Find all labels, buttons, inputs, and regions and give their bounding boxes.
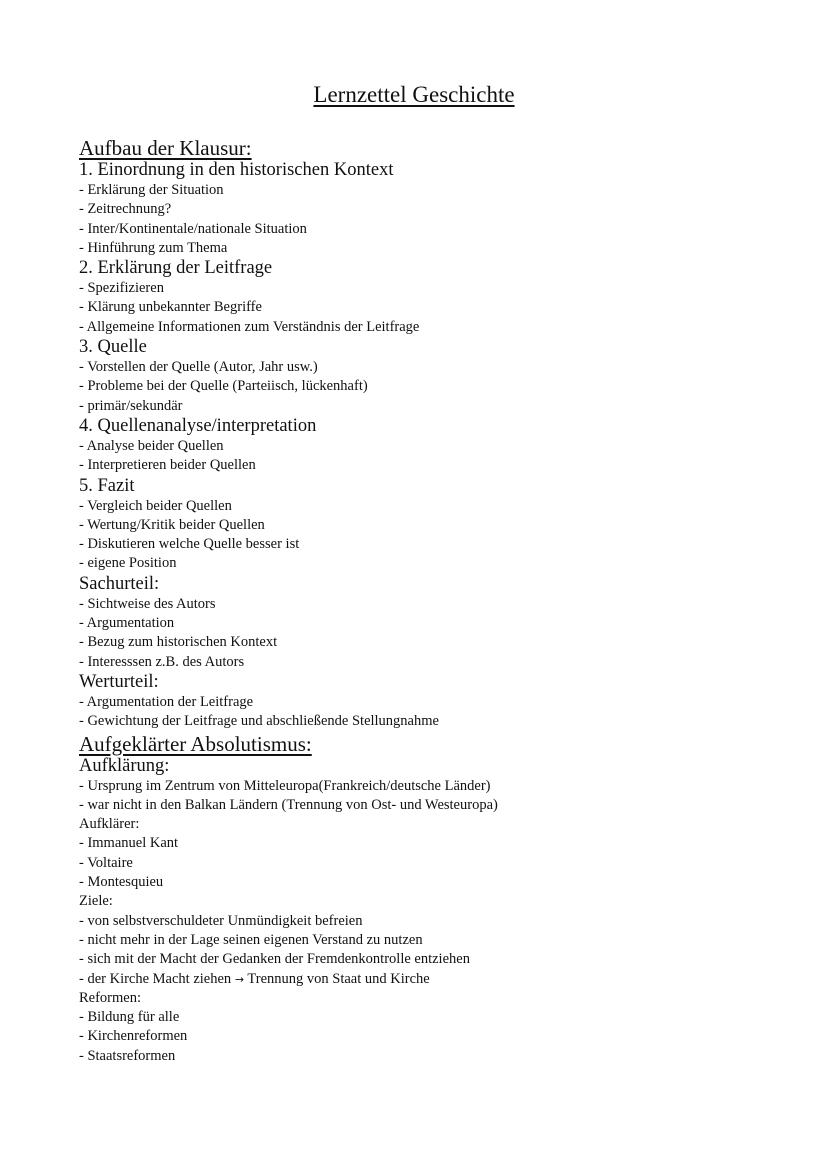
- list-item: - primär/sekundär: [79, 397, 183, 414]
- list-item: - Gewichtung der Leitfrage und abschließende Stellungnahme: [79, 713, 439, 730]
- document-title: Lernzettel Geschichte: [313, 82, 515, 107]
- label-aufklaerer: Aufklärer:: [79, 816, 140, 833]
- subheading-aufklaerung: Aufklärung:: [79, 755, 170, 776]
- list-item: - Wertung/Kritik beider Quellen: [79, 516, 265, 533]
- list-item: - Montesquieu: [79, 874, 164, 891]
- list-item: - von selbstverschuldeter Unmündigkeit befreien: [79, 912, 363, 929]
- subheading-sachurteil: Sachurteil:: [79, 573, 160, 594]
- list-item: - Bezug zum historischen Kontext: [79, 634, 278, 651]
- arrow-right-icon: →: [234, 972, 245, 986]
- list-item: - nicht mehr in der Lage seinen eigenen Verstand zu nutzen: [79, 931, 423, 948]
- list-item: - Argumentation der Leitfrage: [79, 693, 254, 710]
- list-item: - Immanuel Kant: [79, 835, 179, 852]
- list-item: - Sichtweise des Autors: [79, 595, 216, 612]
- list-item: - Hinführung zum Thema: [79, 239, 228, 256]
- list-item: - sich mit der Macht der Gedanken der Fremdenkontrolle entziehen: [79, 951, 470, 968]
- list-item-text: Trennung von Staat und Kirche: [244, 970, 430, 987]
- list-item: - Diskutieren welche Quelle besser ist: [79, 536, 300, 553]
- section-heading-aufbau: Aufbau der Klausur:: [79, 136, 252, 160]
- list-item: - Zeitrechnung?: [79, 201, 172, 218]
- subheading-fazit: 5. Fazit: [79, 475, 135, 496]
- list-item: - eigene Position: [79, 555, 177, 572]
- list-item: - Interpretieren beider Quellen: [79, 457, 256, 474]
- list-item: - Allgemeine Informationen zum Verständnis der Leitfrage: [79, 318, 420, 335]
- list-item: - Ursprung im Zentrum von Mitteleuropa(Frankreich/deutsche Länder): [79, 777, 491, 794]
- list-item: [79, 970, 779, 989]
- list-item: - Bildung für alle: [79, 1009, 180, 1026]
- list-item: - Analyse beider Quellen: [79, 437, 224, 454]
- list-item: - Voltaire: [79, 854, 133, 871]
- list-item: - Inter/Kontinentale/nationale Situation: [79, 220, 307, 237]
- subheading-quelle: 3. Quelle: [79, 337, 147, 358]
- list-item: - Erklärung der Situation: [79, 182, 224, 198]
- subheading-leitfrage: 2. Erklärung der Leitfrage: [79, 258, 273, 279]
- list-item: - Argumentation: [79, 615, 175, 632]
- list-item: - Interesssen z.B. des Autors: [79, 653, 245, 670]
- list-item-text: - der Kirche Macht ziehen: [79, 970, 235, 987]
- subheading-einordnung: 1. Einordnung in den historischen Kontext: [79, 160, 394, 180]
- list-item: - Vergleich beider Quellen: [79, 497, 232, 514]
- list-item: - Spezifizieren: [79, 280, 164, 297]
- list-item: - war nicht in den Balkan Ländern (Trennung von Ost- und Westeuropa): [79, 796, 498, 813]
- list-item: - Klärung unbekannter Begriffe: [79, 299, 262, 316]
- section-heading-absolutismus: Aufgeklärter Absolutismus:: [79, 731, 312, 756]
- list-item: - Vorstellen der Quelle (Autor, Jahr usw.): [79, 359, 318, 376]
- label-ziele: Ziele:: [79, 893, 113, 910]
- list-item: - Probleme bei der Quelle (Parteiisch, lückenhaft): [79, 378, 368, 395]
- document-body: [79, 136, 779, 1066]
- subheading-werturteil: Werturteil:: [79, 671, 159, 692]
- subheading-quellenanalyse: 4. Quellenanalyse/interpretation: [79, 415, 317, 436]
- list-item: - Staatsreformen: [79, 1047, 176, 1064]
- list-item: - Kirchenreformen: [79, 1028, 188, 1045]
- label-reformen: Reformen:: [79, 989, 142, 1006]
